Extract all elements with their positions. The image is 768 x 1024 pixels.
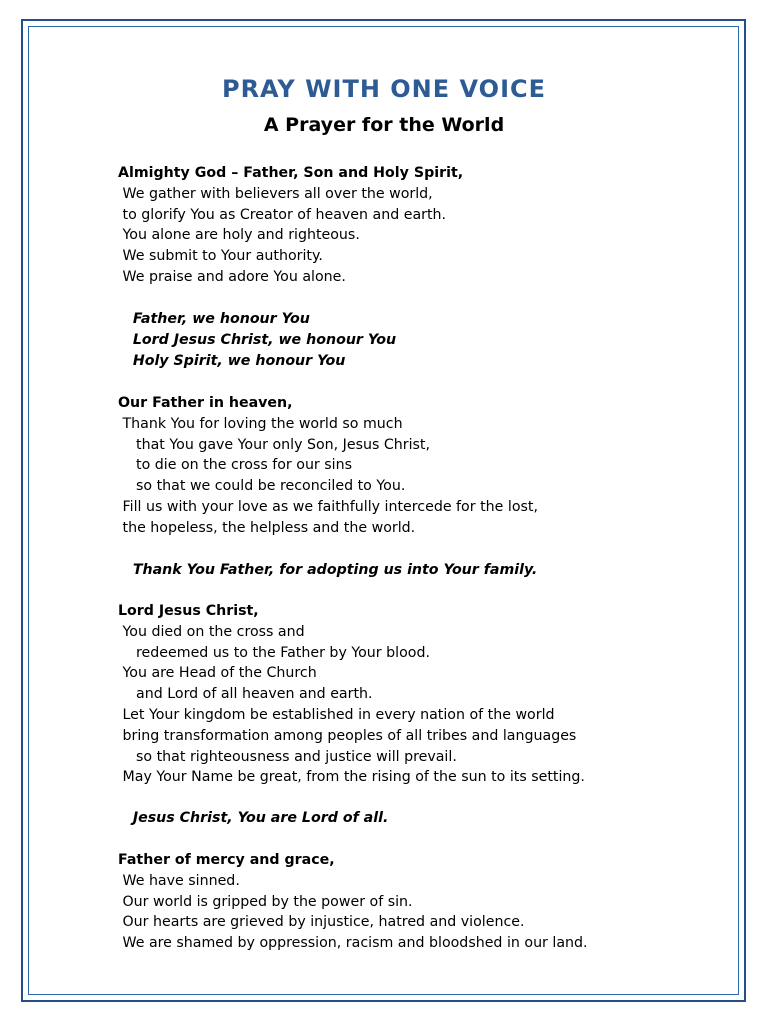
prayer-line: We praise and adore You alone. xyxy=(118,268,346,285)
stanza-our-father xyxy=(118,393,718,539)
prayer-line: Thank You for loving the world so much xyxy=(118,415,403,432)
prayer-line: to glorify You as Creator of heaven and earth. xyxy=(118,206,447,223)
prayer-line: so that righteousness and justice will prevail. xyxy=(118,748,457,765)
stanza-lord-jesus xyxy=(118,601,718,788)
prayer-line: We gather with believers all over the world, xyxy=(118,185,433,202)
prayer-line: You are Head of the Church xyxy=(118,665,317,682)
stanza-heading: Our Father in heaven, xyxy=(118,395,293,411)
prayer-line: Let Your kingdom be established in every nation of the world xyxy=(118,706,555,723)
prayer-line: redeemed us to the Father by Your blood. xyxy=(118,644,430,661)
stanza-heading: Almighty God – Father, Son and Holy Spirit, xyxy=(118,165,464,181)
prayer-line: and Lord of all heaven and earth. xyxy=(118,686,373,703)
prayer-line: Our hearts are grieved by injustice, hatred and violence. xyxy=(118,914,525,931)
document-subtitle: A Prayer for the World xyxy=(263,114,505,136)
response-honour xyxy=(118,309,718,371)
prayer-line: Our world is gripped by the power of sin. xyxy=(118,893,413,910)
document-title: PRAY WITH ONE VOICE xyxy=(221,75,547,103)
response-line: Thank You Father, for adopting us into Your family. xyxy=(118,562,538,578)
prayer-line: bring transformation among peoples of all tribes and languages xyxy=(118,727,577,744)
response-line: Holy Spirit, we honour You xyxy=(118,352,346,369)
prayer-line: We submit to Your authority. xyxy=(118,248,323,265)
prayer-line: the hopeless, the helpless and the world. xyxy=(118,519,416,536)
prayer-line: so that we could be reconciled to You. xyxy=(118,478,406,495)
response-lord-of-all xyxy=(118,808,718,829)
prayer-line: We are shamed by oppression, racism and bloodshed in our land. xyxy=(118,935,588,952)
prayer-line: May Your Name be great, from the rising of the sun to its setting. xyxy=(118,769,585,786)
prayer-line: We have sinned. xyxy=(118,872,240,889)
response-thank-you xyxy=(118,560,718,581)
prayer-line: Fill us with your love as we faithfully intercede for the lost, xyxy=(118,498,538,515)
response-line: Lord Jesus Christ, we honour You xyxy=(118,331,397,348)
prayer-line: You alone are holy and righteous. xyxy=(118,227,360,244)
stanza-heading: Lord Jesus Christ, xyxy=(118,603,259,619)
response-line: Father, we honour You xyxy=(118,311,310,327)
stanza-heading: Father of mercy and grace, xyxy=(118,852,335,868)
prayer-line: that You gave Your only Son, Jesus Christ, xyxy=(118,436,431,453)
stanza-father-of-mercy xyxy=(118,850,718,954)
stanza-almighty-god xyxy=(118,163,718,288)
response-line: Jesus Christ, You are Lord of all. xyxy=(118,810,389,826)
prayer-line: You died on the cross and xyxy=(118,623,305,640)
prayer-line: to die on the cross for our sins xyxy=(118,457,352,474)
